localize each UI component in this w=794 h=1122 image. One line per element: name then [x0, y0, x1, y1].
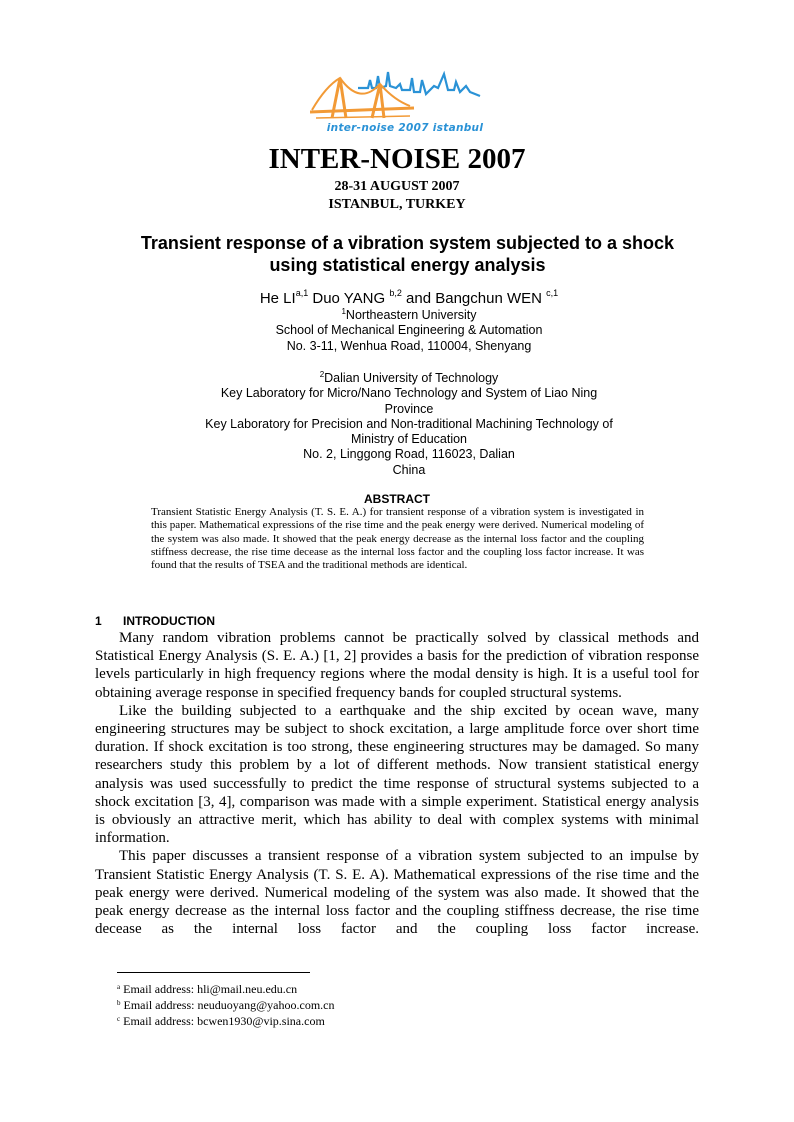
paragraph-1: Many random vibration problems cannot be practically solved by classical methods and Statistical Energy Analysis (S. E. A.) [1, 2] provides a basis for the prediction of vibration response levels particularly in high frequency regions where the modal density is high. It is a useful tool for obtaining average response in specified frequency bands for coupled structural systems. — [95, 630, 699, 701]
affiliation-1 — [0, 308, 794, 354]
bridge-skyline-icon — [310, 66, 500, 124]
conference-logo — [310, 66, 500, 136]
affiliation-2-name: Dalian University of Technology — [324, 371, 499, 385]
paper-title — [110, 232, 705, 276]
affiliation-2-country: China — [392, 462, 426, 477]
section-heading — [95, 614, 215, 628]
affiliation-1-address: No. 3-11, Wenhua Road, 110004, Shenyang — [286, 338, 532, 353]
conference-place: ISTANBUL, TURKEY — [328, 197, 466, 212]
author-1-affiliation: a,1 — [295, 288, 309, 298]
author-3-affiliation: c,1 — [546, 288, 559, 298]
section-title: INTRODUCTION — [123, 614, 215, 628]
footnote-b-text: Email address: neuduoyang@yahoo.com.cn — [123, 998, 335, 1012]
footnote-b-mark: b — [117, 999, 121, 1007]
affiliation-2-lab2-line1: Key Laboratory for Precision and Non-traditional Machining Technology of — [205, 416, 613, 431]
footnote-divider — [117, 972, 310, 973]
footnote-a — [117, 981, 335, 997]
logo-text: inter-noise 2007 istanbul — [326, 122, 484, 134]
footnote-c-text: Email address: bcwen1930@vip.sina.com — [123, 1014, 325, 1028]
footnote-a-text: Email address: hli@mail.neu.edu.cn — [123, 982, 298, 996]
footnote-c — [117, 1013, 335, 1029]
affiliation-2-lab1-line2: Province — [384, 401, 434, 416]
abstract-text: Transient Statistic Energy Analysis (T. S. E. A.) for transient response of a vibration system is investigated in this paper. Mathematical expressions of the rise time and the peak energy were derived. Numerical modeling of the system was also made. It showed that the peak energy decrease as the internal loss factor and the coupling stiffness decrease, the rise time decease as the internal loss factor and the coupling loss factor increase. It was found that the results of TSEA and the traditional methods are identical. — [151, 506, 644, 572]
footnote-c-mark: c — [117, 1015, 121, 1023]
conference-date: 28-31 AUGUST 2007 — [334, 179, 460, 194]
footnotes — [117, 981, 335, 1029]
introduction-body — [95, 629, 699, 938]
affiliation-2-mark: 2 — [319, 370, 325, 379]
author-3: and Bangchun WEN — [401, 290, 547, 307]
footnote-a-mark: a — [117, 983, 121, 991]
affiliation-1-name: Northeastern University — [345, 308, 477, 322]
section-number: 1 — [95, 614, 102, 628]
author-2: Duo YANG — [308, 290, 390, 307]
affiliation-1-school: School of Mechanical Engineering & Automation — [275, 323, 543, 338]
affiliation-2 — [0, 371, 794, 478]
paragraph-3: This paper discusses a transient response of a vibration system subjected to an impulse by Transient Statistic Energy Analysis (T. S. E. A). Mathematical expressions of the rise time and the peak energy were derived. Numerical modeling of the system was also made. It showed that the peak energy decrease as the internal loss factor and the coupling stiffness decrease, the rise time decease as the internal loss factor and the coupling loss factor increase. — [95, 848, 699, 938]
conference-title: INTER-NOISE 2007 — [268, 143, 526, 175]
author-2-affiliation: b,2 — [389, 288, 402, 298]
abstract-heading: ABSTRACT — [364, 492, 430, 506]
affiliation-2-lab2-line2: Ministry of Education — [350, 432, 468, 447]
affiliation-2-address: No. 2, Linggong Road, 116023, Dalian — [303, 447, 515, 462]
footnote-b — [117, 997, 335, 1013]
author-1: He LI — [259, 290, 296, 307]
paragraph-2: Like the building subjected to a earthquake and the ship excited by ocean wave, many engineering structures may be subject to shock excitation, a large amplitude force over short time duration. If shock excitation is too strong, these engineering structures may be damaged. So many researchers study this problem by a lot of different methods. Now transient statistical energy analysis was used successfully to predict the time response of structural systems subjected to a shock excitation [3, 4], comparison was made with a simple experiment. Statistical energy analysis is obviously an attractive merit, which has ability to deal with complex systems with minimal information. — [95, 702, 699, 847]
affiliation-2-lab1-line1: Key Laboratory for Micro/Nano Technology and System of Liao Ning — [220, 386, 598, 401]
paper-title-line2: using statistical energy analysis — [269, 255, 546, 275]
paper-title-line1: Transient response of a vibration system subjected to a shock — [140, 233, 675, 253]
author-list — [0, 290, 794, 308]
affiliation-1-mark: 1 — [341, 307, 346, 316]
